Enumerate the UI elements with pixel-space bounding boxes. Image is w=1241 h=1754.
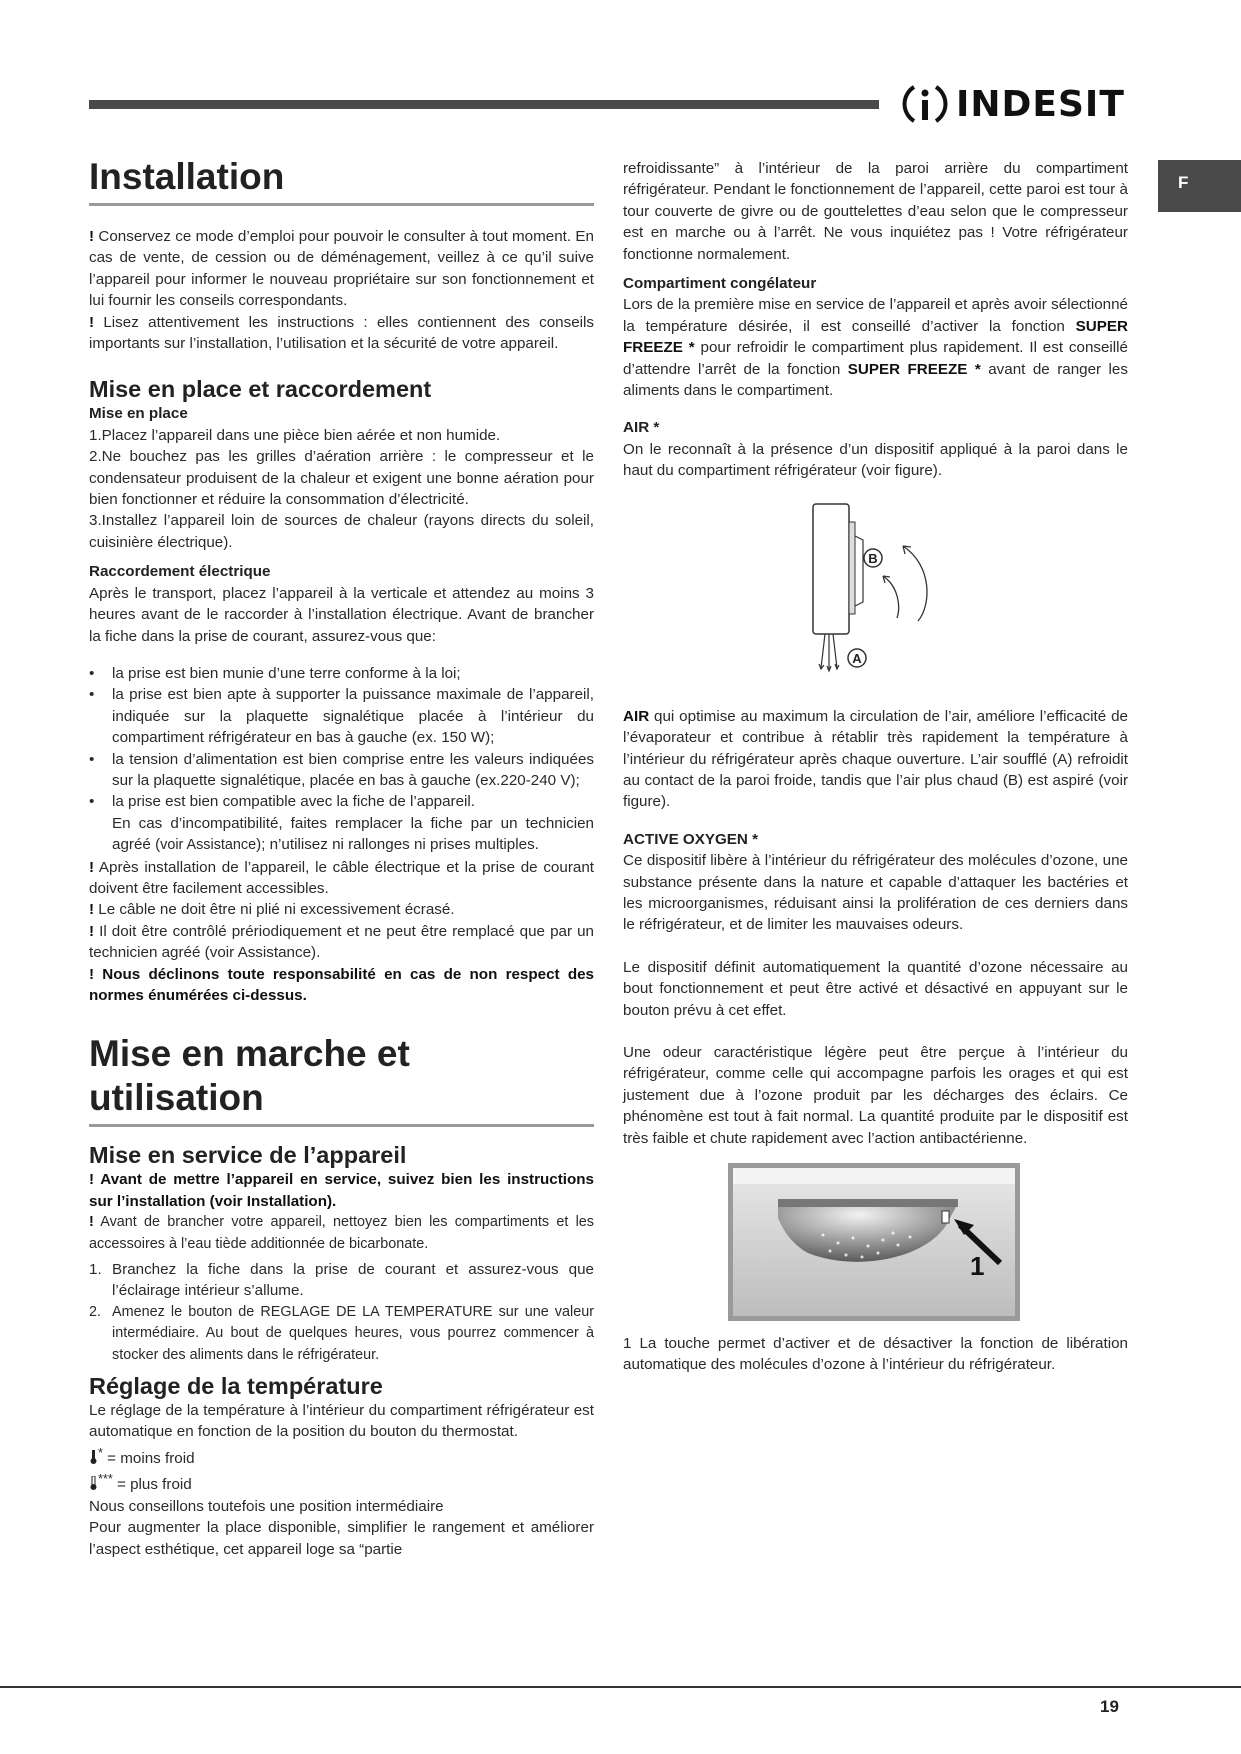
space-text: Pour augmenter la place disponible, simplifier le rangement et améliorer l’aspect esthétique, cet appareil loge sa “partie — [89, 1519, 594, 1558]
list-item: • la tension d’alimentation est bien comprise entre les valeurs indiquées sur la plaquette signalétique, placée en bas à gauche (ex.220-240 V); — [89, 749, 594, 792]
language-tab: F — [1158, 160, 1241, 212]
left-column — [89, 155, 594, 1560]
placement-step-2: 2.Ne bouchez pas les grilles d’aération arrière : le compresseur et le condensateur produisent de la chaleur et exigent une bonne aération pour bien fonctionner et réduire la consommation d’électricité. — [89, 448, 594, 509]
service-steps — [89, 1259, 594, 1366]
temperature-text: Le réglage de la température à l’intérieur du compartiment réfrigérateur est automatique en fonction de la position du bouton du thermostat. — [89, 1402, 594, 1441]
brand-logo — [900, 76, 1125, 132]
air-text: On le reconnaît à la présence d’un dispositif appliqué à la paroi dans le haut du compartiment réfrigérateur (voir figure). — [623, 440, 1128, 480]
advice-text: Nous conseillons toutefois une position intermédiaire — [89, 1497, 444, 1515]
warning-3: ! Il doit être contrôlé prériodiquement et ne peut être remplacé que par un technicien agréé (voir Assistance). — [89, 922, 594, 962]
electrical-intro: Après le transport, placez l’appareil à la verticale et attendez au moins 3 heures avant de le raccorder à l’installation électrique. Avant de brancher la fiche dans la prise de courant, assurez-vous que: — [89, 584, 594, 645]
footer-rule — [0, 1686, 1241, 1688]
electrical-subtitle: Raccordement électrique — [89, 563, 271, 581]
placement-title: Mise en place et raccordement — [89, 376, 432, 403]
photo-caption: 1 La touche permet d’activer et de désactiver la fonction de libération automatique des molécules d’ozone à l’intérieur du réfrigérateur. — [623, 1335, 1128, 1374]
service-title: Mise en service de l’appareil — [89, 1142, 407, 1169]
placement-step-3: 3.Installez l’appareil loin de sources de chaleur (rayons directs du soleil, cuisinière électrique). — [89, 512, 594, 551]
intro-paragraph-2: ! Lisez attentivement les instructions : elles contiennent des conseils importants sur l’installation, l’utilisation et la sécurité de votre appareil. — [89, 313, 594, 353]
photo-label: 1 — [970, 1251, 985, 1281]
intro-paragraph-1: ! Conservez ce mode d’emploi pour pouvoir le consulter à tout moment. En cas de vente, de cession ou de déménagement, veillez à ce qu’il suive l’appareil pour informer le nouveau propriétaire sur son fonctionnement et lui fournir les conseils correspondants. — [89, 228, 594, 310]
placement-step-1: 1.Placez l’appareil dans une pièce bien aérée et non humide. — [89, 426, 501, 444]
air-title: AIR * — [623, 419, 660, 437]
list-item: 1. Branchez la fiche dans la prise de courant et assurez-vous que l’éclairage intérieur s’allume. — [89, 1261, 594, 1300]
air-description: AIR qui optimise au maximum la circulation de l’air, améliore l’efficacité de l’évaporateur et contribue à rétablir très rapidement la température à l’intérieur du réfrigérateur après chaque ouverture. L’air soufflé (A) refroidit au contact de la paroi froide, tandis que l’air plus chaud (B) est aspiré (voir figure). — [623, 707, 1128, 811]
freezer-text: Lors de la première mise en service de l’appareil et après avoir sélectionné la température désirée, il est conseillé d’activer la fonction SUPER FREEZE * pour refroidir le compartiment plus rapidement. Il est conseillé d’attendre l’arrêt de la fonction SUPER FREEZE * avant de ranger les aliments dans le compartiment. — [623, 296, 1128, 400]
air-circulation-figure — [803, 496, 943, 696]
header-bar — [89, 100, 879, 109]
figure-label-b: B — [868, 550, 878, 566]
operation-title: Mise en marche et utilisation — [89, 1032, 594, 1127]
warning-2: ! Le câble ne doit être ni plié ni excessivement écrasé. — [89, 901, 455, 919]
assistance-link: voir Assistance — [160, 837, 257, 854]
list-item: • la prise est bien munie d’une terre conforme à la loi; — [89, 663, 594, 684]
thermometer-icon — [89, 1450, 98, 1464]
ozone-device-photo — [728, 1163, 1020, 1321]
less-cold-line: * = moins froid — [89, 1443, 594, 1469]
brand-name: INDESIT — [956, 83, 1125, 125]
page-number: 19 — [1100, 1697, 1119, 1716]
oxygen-paragraph-1: Ce dispositif libère à l’intérieur du réfrigérateur des molécules d’ozone, une substance présente dans la nature et capable d’attaquer les bactéries et les microorganismes, réduisant ainsi la prolifération de ces derniers dans le réfrigérateur, et de limiter les mauvaises odeurs. — [623, 852, 1128, 934]
continuation-text: refroidissante” à l’intérieur de la paroi arrière du compartiment réfrigérateur. Pendant le fonctionnement de l’appareil, cette paroi est tour à tour couverte de givre ou de gouttelettes d’eau selon que le compresseur est en marche ou à l’arrêt. Ne vous inquiétez pas ! Votre réfrigérateur fonctionne normalement. — [623, 160, 1128, 263]
freezer-title: Compartiment congélateur — [623, 275, 817, 293]
more-cold-line: *** = plus froid — [89, 1469, 594, 1495]
figure-label-a: A — [852, 650, 862, 666]
temperature-title: Réglage de la température — [89, 1373, 383, 1400]
oxygen-paragraph-3: Une odeur caractéristique légère peut être perçue à l’intérieur du réfrigérateur, comme celle qui accompagne parfois les orages et qui est justement due à l’ozone produit par les décharges des éclairs. Ce phénomène est tout à fait normal. La quantité produite par le dispositif est très faible et chute rapidement avec l’action antibactérienne. — [623, 1043, 1128, 1147]
list-item: 2. Amenez le bouton de REGLAGE DE LA TEMPERATURE sur une valeur intermédiaire. Au bout de quelques heures, vous pourrez commencer à stocker des aliments dans le réfrigérateur. — [89, 1303, 594, 1363]
installation-title: Installation — [89, 155, 594, 206]
warning-1: ! Après installation de l’appareil, le câble électrique et la prise de courant doivent être facilement accessibles. — [89, 858, 594, 897]
thermometer-icon — [89, 1476, 98, 1490]
right-column — [623, 158, 1128, 1376]
placement-subtitle: Mise en place — [89, 405, 188, 423]
oxygen-title: ACTIVE OXYGEN * — [623, 830, 759, 848]
list-item: • la prise est bien compatible avec la fiche de l’appareil. En cas d’incompatibilité, faites remplacer la fiche par un technicien agréé (voir Assistance); n’utilisez ni rallonges ni prises multiples. — [89, 791, 594, 856]
service-note: ! Avant de brancher votre appareil, nettoyez bien les compartiments et les accessoires à l’eau tiède additionnée de bicarbonate. — [89, 1214, 594, 1252]
list-item: • la prise est bien apte à supporter la puissance maximale de l’appareil, indiquée sur la plaquette signalétique placée à l’intérieur du compartiment réfrigérateur en bas à gauche (ex. 150 W); — [89, 684, 594, 748]
service-warning: ! Avant de mettre l’appareil en service, suivez bien les instructions sur l’installation (voir Installation). — [89, 1171, 594, 1210]
electrical-checklist — [89, 663, 594, 857]
indesit-logo-icon — [900, 79, 950, 129]
oxygen-paragraph-2: Le dispositif définit automatiquement la quantité d’ozone nécessaire au bout fonctionnement et peut être activé et désactivé en appuyant sur le bouton prévu à cet effet. — [623, 958, 1128, 1019]
disclaimer: ! Nous déclinons toute responsabilité en cas de non respect des normes énumérées ci-dessus. — [89, 965, 594, 1004]
